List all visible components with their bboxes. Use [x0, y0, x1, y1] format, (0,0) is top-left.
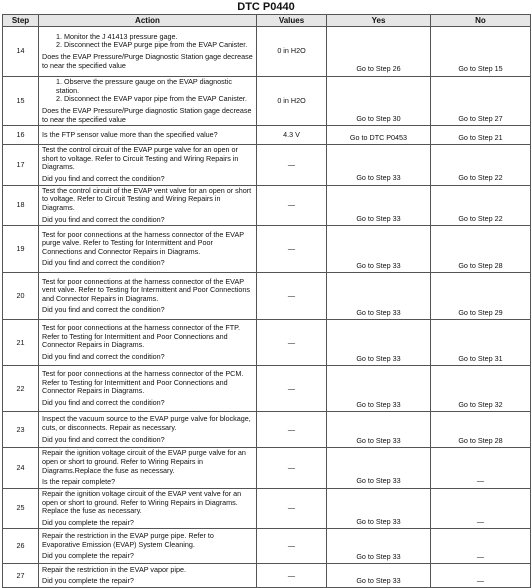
no-link[interactable]: Go to Step 21 — [458, 132, 503, 142]
no-link[interactable]: Go to Step 27 — [458, 113, 503, 123]
table-row — [3, 529, 531, 564]
action-text: Did you complete the repair? — [42, 551, 134, 561]
table-row — [3, 448, 531, 489]
action-cell — [39, 145, 257, 186]
no-link: — — [476, 551, 485, 561]
table-row — [3, 145, 531, 186]
no-cell — [431, 448, 531, 489]
yes-link[interactable]: Go to DTC P0453 — [349, 132, 408, 142]
no-cell — [431, 27, 531, 77]
step-number: 21 — [3, 320, 39, 366]
table-row — [3, 126, 531, 145]
value-cell: 0 in H2O — [257, 27, 327, 77]
action-text: Is the FTP sensor value more than the specified value? — [42, 129, 218, 139]
step-number: 15 — [3, 77, 39, 126]
header-no: No — [431, 15, 531, 27]
no-cell — [431, 126, 531, 145]
header-action: Action — [39, 15, 257, 27]
action-cell — [39, 27, 257, 77]
yes-cell — [327, 226, 431, 273]
no-link[interactable]: Go to Step 28 — [458, 260, 503, 270]
action-text: Repair the ignition voltage circuit of the EVAP purge valve for an open or short to ground. Refer to Wiring Repairs in Diagrams.Replace the fuse as necessary. — [42, 448, 246, 475]
no-cell — [431, 529, 531, 564]
yes-link[interactable]: Go to Step 33 — [356, 213, 401, 223]
no-cell — [431, 77, 531, 126]
action-text: Did you find and correct the condition? — [42, 397, 165, 407]
yes-cell — [327, 273, 431, 320]
value-cell: 4.3 V — [257, 126, 327, 145]
yes-cell — [327, 126, 431, 145]
action-text: Did you find and correct the condition? — [42, 305, 165, 315]
value-cell: — — [257, 529, 327, 564]
diagnostic-table — [2, 14, 531, 588]
yes-cell — [327, 529, 431, 564]
no-cell — [431, 273, 531, 320]
action-cell — [39, 185, 257, 226]
action-text: Did you find and correct the condition? — [42, 174, 165, 184]
step-number: 23 — [3, 412, 39, 448]
no-link[interactable]: Go to Step 29 — [458, 307, 503, 317]
action-cell — [39, 488, 257, 529]
yes-cell — [327, 412, 431, 448]
yes-link[interactable]: Go to Step 33 — [356, 476, 401, 486]
yes-link[interactable]: Go to Step 33 — [356, 551, 401, 561]
value-cell: — — [257, 320, 327, 366]
action-text: Test for poor connections at the harness connector of the EVAP vent valve. Refer to Testing for Intermittent and Poor Connections and Connector Repairs in Diagrams. — [42, 276, 251, 303]
action-text: 1. Monitor the J 41413 pressure gage. — [56, 31, 178, 41]
yes-cell — [327, 145, 431, 186]
step-number: 22 — [3, 366, 39, 412]
action-cell — [39, 448, 257, 489]
action-text: Did you find and correct the condition? — [42, 434, 165, 444]
yes-cell — [327, 448, 431, 489]
yes-link[interactable]: Go to Step 33 — [356, 435, 401, 445]
table-row — [3, 226, 531, 273]
value-cell: — — [257, 564, 327, 588]
value-cell: — — [257, 412, 327, 448]
yes-link[interactable]: Go to Step 33 — [356, 173, 401, 183]
action-text: Inspect the vacuum source to the EVAP purge valve for blockage, cuts, or disconnects. Repair as necessary. — [42, 414, 251, 432]
table-row — [3, 564, 531, 588]
yes-cell — [327, 564, 431, 588]
step-number: 27 — [3, 564, 39, 588]
yes-cell — [327, 488, 431, 529]
step-number: 25 — [3, 488, 39, 529]
no-cell — [431, 226, 531, 273]
value-cell: — — [257, 448, 327, 489]
action-text: Does the EVAP Pressure/Purge Diagnostic Station gage decrease to near the specified value — [42, 52, 253, 70]
no-link: — — [476, 516, 485, 526]
no-cell — [431, 320, 531, 366]
no-cell — [431, 488, 531, 529]
document-title: DTC P0440 — [237, 1, 295, 13]
no-cell — [431, 366, 531, 412]
no-link[interactable]: Go to Step 22 — [458, 173, 503, 183]
header-values: Values — [257, 15, 327, 27]
yes-link[interactable]: Go to Step 33 — [356, 353, 401, 363]
no-link[interactable]: Go to Step 31 — [458, 353, 503, 363]
table-row — [3, 77, 531, 126]
step-number: 20 — [3, 273, 39, 320]
step-number: 19 — [3, 226, 39, 273]
action-text: Repair the restriction in the EVAP purge pipe. Refer to Evaporative Emission (EVAP) System Cleaning. — [42, 530, 214, 549]
no-link[interactable]: Go to Step 15 — [458, 64, 503, 74]
yes-cell — [327, 366, 431, 412]
yes-cell — [327, 185, 431, 226]
action-cell — [39, 366, 257, 412]
yes-cell — [327, 320, 431, 366]
step-number: 16 — [3, 126, 39, 145]
no-link[interactable]: Go to Step 28 — [458, 435, 503, 445]
step-number: 17 — [3, 145, 39, 186]
no-link[interactable]: Go to Step 32 — [458, 399, 503, 409]
value-cell: — — [257, 185, 327, 226]
action-cell — [39, 564, 257, 588]
action-text: 2. Disconnect the EVAP purge pipe from the EVAP Canister. — [56, 40, 248, 50]
yes-link[interactable]: Go to Step 26 — [356, 64, 401, 74]
yes-link[interactable]: Go to Step 33 — [356, 260, 401, 270]
yes-link[interactable]: Go to Step 33 — [356, 516, 401, 526]
action-cell — [39, 126, 257, 145]
action-text: Did you complete the repair? — [42, 576, 134, 586]
step-number: 18 — [3, 185, 39, 226]
action-cell — [39, 77, 257, 126]
value-cell: — — [257, 366, 327, 412]
action-text: Did you find and correct the condition? — [42, 214, 165, 224]
step-number: 14 — [3, 27, 39, 77]
no-link[interactable]: Go to Step 22 — [458, 213, 503, 223]
action-text: Repair the restriction in the EVAP vapor pipe. — [42, 564, 186, 574]
table-row — [3, 488, 531, 529]
yes-cell — [327, 27, 431, 77]
action-cell — [39, 273, 257, 320]
table-row — [3, 412, 531, 448]
table-row — [3, 185, 531, 226]
value-cell: — — [257, 145, 327, 186]
action-cell — [39, 320, 257, 366]
step-number: 24 — [3, 448, 39, 489]
action-text: Repair the ignition voltage circuit of the EVAP vent valve for an open or short to ground. Refer to Wiring Repairs in Diagrams. Replace the fuse as necessary. — [42, 488, 242, 516]
table-header-row — [3, 15, 531, 27]
header-yes: Yes — [327, 15, 431, 27]
action-text: Is the repair complete? — [42, 477, 116, 487]
table-row — [3, 366, 531, 412]
action-text: Does the EVAP Pressure/Purge diagnostic Station gage decrease to near the specified value — [42, 105, 252, 124]
value-cell: 0 in H2O — [257, 77, 327, 126]
value-cell: — — [257, 488, 327, 529]
action-text: Did you find and correct the condition? — [42, 351, 165, 361]
action-text: Did you find and correct the condition? — [42, 258, 165, 268]
action-cell — [39, 226, 257, 273]
table-row — [3, 27, 531, 77]
no-cell — [431, 564, 531, 588]
action-text: Test for poor connections at the harness connector of the FTP. Refer to Testing for Intermittent and Poor Connections and Connector Repairs in Diagrams. — [42, 323, 241, 350]
yes-link[interactable]: Go to Step 33 — [356, 307, 401, 317]
yes-cell — [327, 77, 431, 126]
yes-link[interactable]: Go to Step 33 — [356, 575, 401, 585]
no-link: — — [476, 476, 485, 486]
action-cell — [39, 529, 257, 564]
action-text: Test for poor connections at the harness connector of the PCM. Refer to Testing for Intermittent and Poor Connections and Connector Repairs in Diagrams. — [42, 369, 244, 396]
no-cell — [431, 185, 531, 226]
table-row — [3, 273, 531, 320]
action-text: 1. Observe the pressure gauge on the EVAP diagnostic station. — [56, 77, 232, 95]
action-text: Test the control circuit of the EVAP vent valve for an open or short to voltage. Refer to Circuit Testing and Wiring Repairs in Diagrams. — [42, 185, 252, 213]
action-text: Test for poor connections at the harness connector of the EVAP purge valve. Refer to Testing for Intermittent and Poor Connections and Connector Repairs in Diagrams. — [42, 229, 244, 256]
action-text: 2. Disconnect the EVAP vapor pipe from the EVAP Canister. — [56, 94, 247, 104]
action-text: Test the control circuit of the EVAP purge valve for an open or short to voltage. Refer to Circuit Testing and Wiring Repairs in Diagrams. — [42, 145, 239, 172]
step-number: 26 — [3, 529, 39, 564]
no-cell — [431, 145, 531, 186]
header-step: Step — [3, 15, 39, 27]
action-text: Did you complete the repair? — [42, 517, 134, 527]
yes-link[interactable]: Go to Step 33 — [356, 399, 401, 409]
action-cell — [39, 412, 257, 448]
table-row — [3, 320, 531, 366]
value-cell: — — [257, 273, 327, 320]
no-cell — [431, 412, 531, 448]
value-cell: — — [257, 226, 327, 273]
no-link: — — [476, 575, 485, 585]
yes-link[interactable]: Go to Step 30 — [356, 113, 401, 123]
